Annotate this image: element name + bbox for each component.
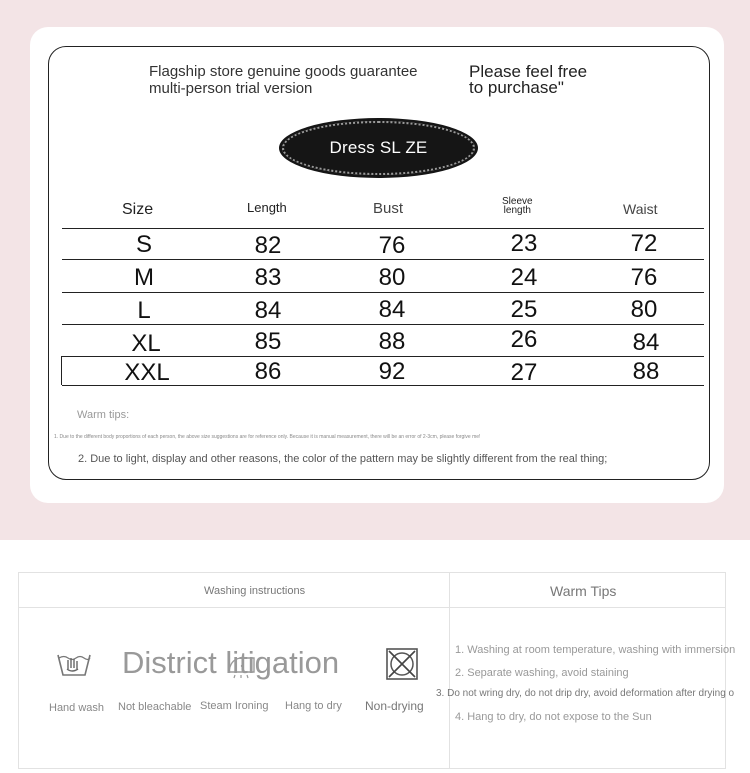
steam-iron-label: Steam Ironing [200,700,269,712]
cell-length: 86 [254,358,282,385]
cell-waist: 88 [632,358,660,385]
hang-dry-label: Hang to dry [285,700,342,712]
size-chart-frame [48,46,710,480]
cell-bust: 80 [378,264,406,291]
purchase-line-2: to purchase" [469,78,564,97]
section-divider-vertical [449,572,450,769]
cell-size: M [134,264,154,291]
cell-length: 83 [254,264,282,291]
column-header-sleeve-length [502,197,533,215]
table-rule-vertical [61,356,62,385]
cell-size: L [137,297,151,324]
warm-tips-label: Warm tips: [77,409,130,421]
guarantee-line-1: Flagship store genuine goods guarantee [149,63,418,80]
cell-size: XXL [124,359,170,386]
cell-bust: 88 [378,328,406,355]
guarantee-line-2: multi-person trial version [149,80,313,97]
cell-waist: 72 [630,230,658,257]
hand-wash-label: Hand wash [49,702,105,714]
cell-sleeve: 27 [510,359,538,386]
cell-waist: 84 [632,329,660,356]
warm-tip-item: 3. Do not wring dry, do not drip dry, avoid deformation after drying o [436,688,735,699]
column-header-size: Size [122,201,154,218]
guarantee-text [149,63,449,97]
cell-waist: 76 [630,264,658,291]
sleeve-header-line-2: length [503,205,531,216]
purchase-line-1: Please feel free [469,62,588,81]
cell-sleeve: 26 [510,326,538,353]
sleeve-header-line-1: Sleeve [502,196,533,207]
cell-bust: 92 [378,358,406,385]
product-title-badge [282,121,475,175]
table-rule [62,228,704,229]
cell-length: 84 [254,297,282,324]
section-divider-horizontal [18,607,726,608]
cell-sleeve: 25 [510,296,538,323]
product-title: Dress SL ZE [329,138,428,157]
warm-tips-title: Warm Tips [550,583,617,599]
cell-waist: 80 [630,296,658,323]
cell-bust: 84 [378,296,406,323]
cell-sleeve: 24 [510,264,538,291]
table-rule [62,292,704,293]
cell-length: 82 [254,232,282,259]
column-header-length: Length [247,200,287,215]
column-header-waist: Waist [623,201,658,217]
no-tumble-dry-icon [385,647,419,681]
washing-instructions-title: Washing instructions [204,585,306,597]
cell-size: XL [131,330,161,357]
district-litigation-overlay: District litigation [122,645,340,680]
warm-tip-item: 2. Separate washing, avoid staining [455,667,629,679]
hand-wash-icon [56,647,92,679]
warm-tip-item: 1. Washing at room temperature, washing with immersion [455,644,736,656]
cell-length: 85 [254,328,282,355]
column-header-bust: Bust [373,200,404,217]
warm-tip-1: 1. Due to the different body proportions of each person, the above size suggestions are for reference only. Because it is manual measurement, there will be an error of 2-3cm, please forgive me! [54,434,481,440]
warm-tip-2: 2. Due to light, display and other reasons, the color of the pattern may be slightly different from the real thing; [78,453,608,465]
warm-tip-item: 4. Hang to dry, do not expose to the Sun [455,711,652,723]
purchase-text [469,64,669,96]
cell-size: S [135,231,152,258]
cell-sleeve: 23 [510,230,538,257]
no-bleach-label: Not bleachable [118,701,192,713]
cell-bust: 76 [378,232,406,259]
non-drying-label: Non-drying [365,699,424,713]
